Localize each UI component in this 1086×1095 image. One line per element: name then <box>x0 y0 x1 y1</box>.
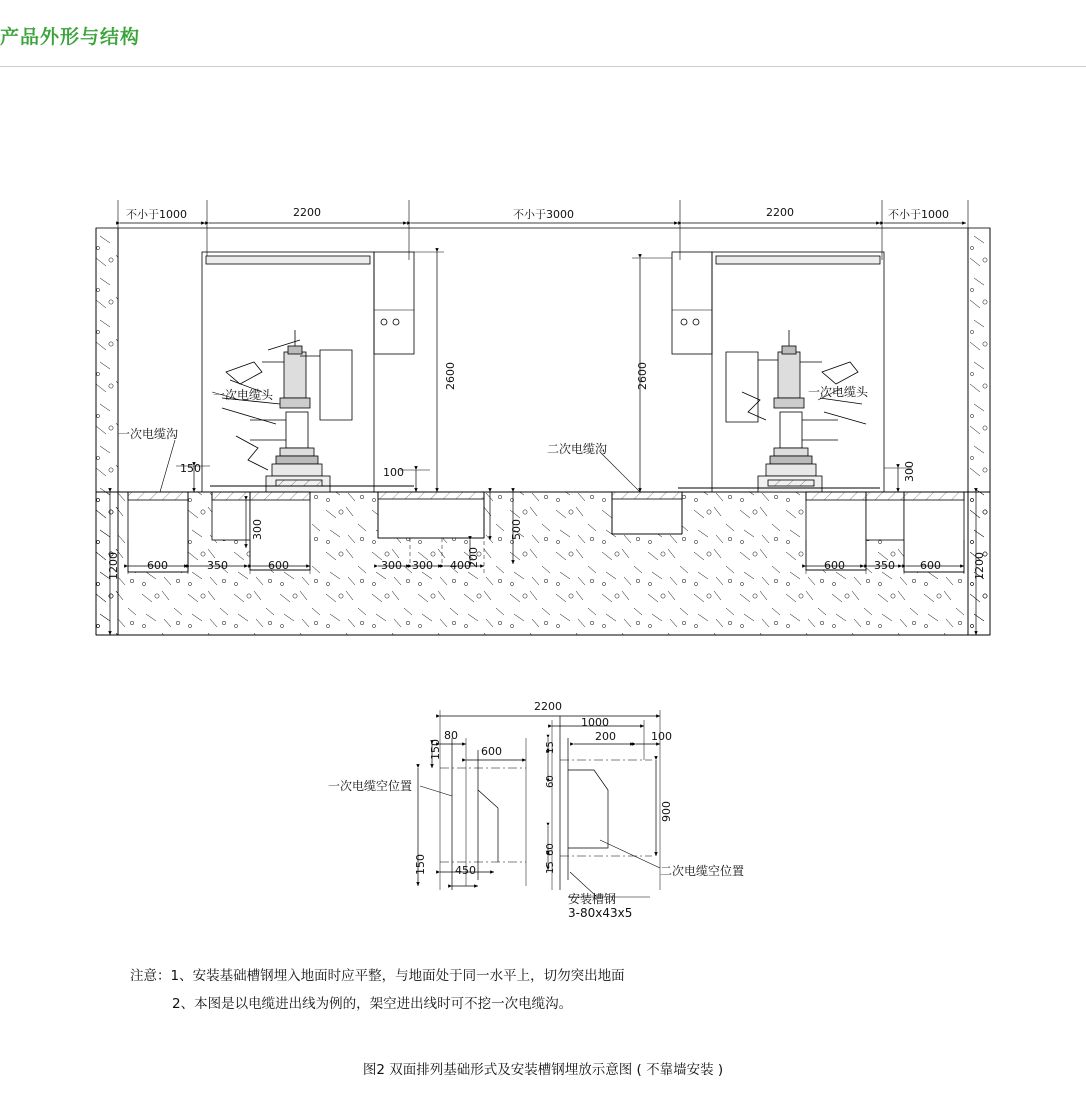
dim-middle-clearance: 不小于3000 <box>513 208 574 221</box>
dim-15-b: 15 <box>545 861 556 874</box>
dim-400-mid: 400 <box>450 559 471 572</box>
label-secondary-cable-trench: 二次电缆沟 <box>547 442 608 456</box>
label-secondary-cable-hole: 二次电缆空位置 <box>660 864 745 878</box>
dim-300-right-depth: 300 <box>903 461 916 482</box>
dim-100-bottom: 100 <box>651 730 672 743</box>
dim-600-right-b: 600 <box>920 559 941 572</box>
dim-2200-bottom: 2200 <box>534 700 562 713</box>
dim-450: 450 <box>455 864 476 877</box>
dim-600-right-a: 600 <box>824 559 845 572</box>
dim-80: 80 <box>444 729 458 742</box>
label-mounting-channel: 安装槽钢 <box>568 892 617 906</box>
dim-300-mid-b: 300 <box>412 559 433 572</box>
dim-600-left-a: 600 <box>147 559 168 572</box>
dim-60-b: 60 <box>545 843 556 856</box>
dim-left-clearance: 不小于1000 <box>126 208 187 221</box>
dim-150-bottom-bottomfig: 150 <box>414 854 427 875</box>
dim-150-left: 150 <box>180 462 201 475</box>
dim-900: 900 <box>660 801 673 822</box>
dim-600-bottom: 600 <box>481 745 502 758</box>
dim-left-cubicle-width: 2200 <box>293 206 321 219</box>
label-primary-cable-trench-left: 一次电缆沟 <box>118 427 179 441</box>
dim-350-right: 350 <box>874 559 895 572</box>
dim-height-right-2600: 2600 <box>636 362 649 390</box>
note-line-2: 2、本图是以电缆进出线为例的，架空进出线时可不挖一次电缆沟。 <box>172 996 573 1012</box>
dim-60-a: 60 <box>545 775 556 788</box>
dim-300-mid-a: 300 <box>381 559 402 572</box>
label-primary-cable-head-left: 一次电缆头 <box>213 388 274 402</box>
dim-350-left: 350 <box>207 559 228 572</box>
dim-200: 200 <box>467 547 480 568</box>
dim-height-left-2600: 2600 <box>444 362 457 390</box>
dim-right-clearance: 不小于1000 <box>888 208 949 221</box>
label-primary-cable-head-right: 一次电缆头 <box>808 385 869 399</box>
label-mounting-channel-spec: 3-80x43x5 <box>568 906 633 920</box>
figure-caption: 图2 双面排列基础形式及安装槽钢埋放示意图 ( 不靠墙安装 ) <box>362 1062 724 1078</box>
label-primary-cable-hole: 一次电缆空位置 <box>328 779 413 793</box>
dim-15-a: 15 <box>545 741 556 754</box>
dim-1200-right: 1200 <box>973 552 986 580</box>
note-line-1: 注意：1、安装基础槽钢埋入地面时应平整，与地面处于同一水平上，切勿突出地面 <box>130 968 625 984</box>
dim-300-left-depth: 300 <box>251 519 264 540</box>
dim-right-cubicle-width: 2200 <box>766 206 794 219</box>
dim-100: 100 <box>383 466 404 479</box>
dim-500: 500 <box>510 519 523 540</box>
dim-1200-left: 1200 <box>107 552 120 580</box>
dim-1000: 1000 <box>581 716 609 729</box>
dim-600-left-b: 600 <box>268 559 289 572</box>
dim-200-bottom: 200 <box>595 730 616 743</box>
page-title: 产品外形与结构 <box>0 26 141 48</box>
dim-150-top-bottomfig: 150 <box>429 739 442 760</box>
